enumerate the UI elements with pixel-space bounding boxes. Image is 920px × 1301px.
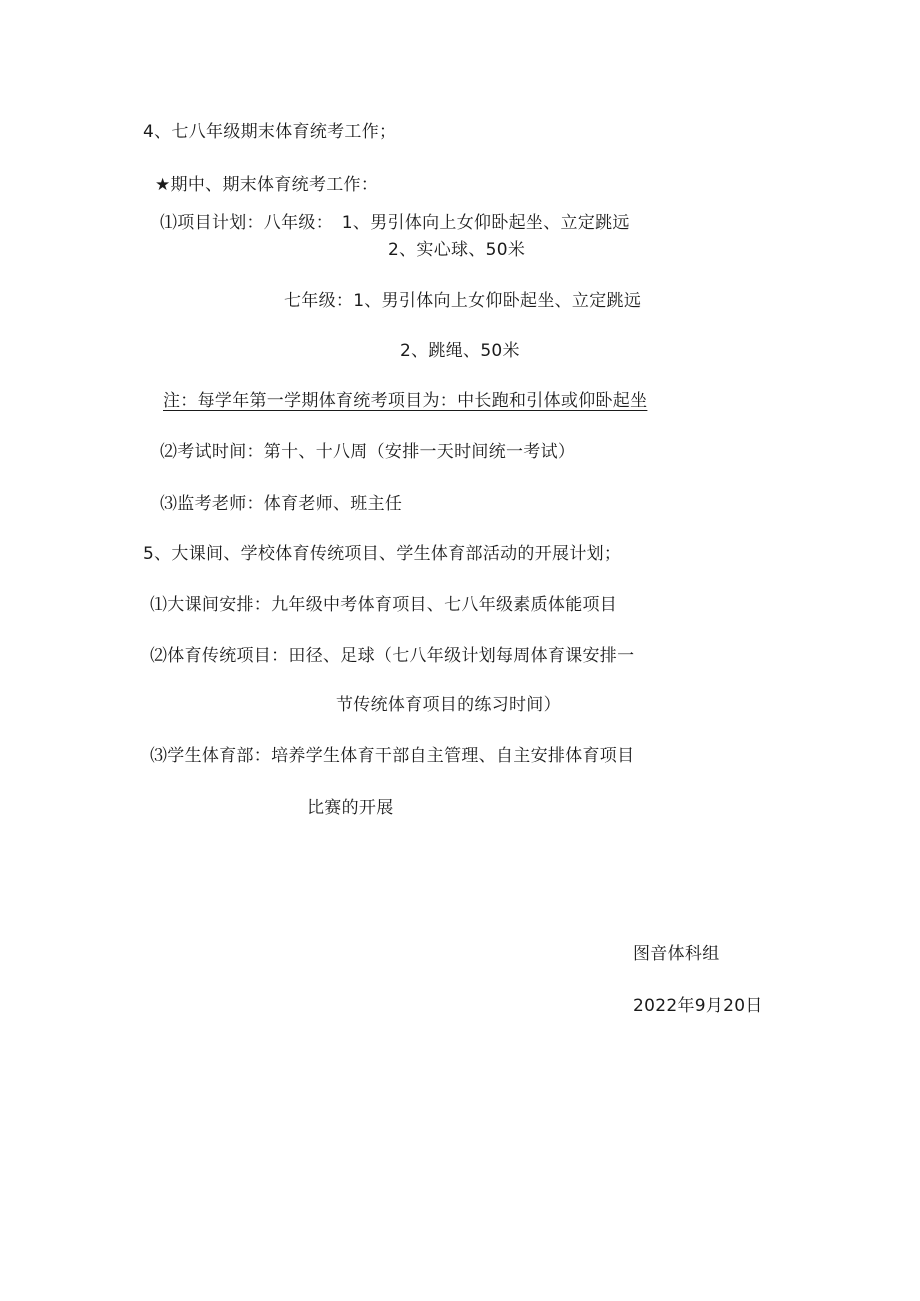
traditional-sports-line1: ⑵体育传统项目：田径、足球（七八年级计划每周体育课安排一	[150, 646, 635, 666]
signature-group: 图音体科组	[633, 944, 720, 964]
student-sports-dept-line2: 比赛的开展	[307, 798, 394, 818]
exam-section-heading: ★期中、期末体育统考工作：	[155, 175, 379, 195]
traditional-sports-line2: 节传统体育项目的练习时间）	[336, 695, 561, 715]
student-sports-dept-line1: ⑶学生体育部：培养学生体育干部自主管理、自主安排体育项目	[150, 746, 635, 766]
item4-heading: 4、七八年级期末体育统考工作；	[143, 122, 397, 142]
item5-heading: 5、大课间、学校体育传统项目、学生体育部活动的开展计划；	[143, 544, 622, 564]
project-plan-grade7-line2: 2、跳绳、50米	[400, 341, 520, 361]
project-plan-grade8-line1: ⑴项目计划：八年级： 1、男引体向上女仰卧起坐、立定跳远	[160, 213, 630, 233]
project-plan-grade7-line1: 七年级：1、男引体向上女仰卧起坐、立定跳远	[284, 291, 642, 311]
exam-proctors: ⑶监考老师：体育老师、班主任	[160, 494, 403, 514]
recess-arrangement: ⑴大课间安排：九年级中考体育项目、七八年级素质体能项目	[150, 595, 618, 615]
signature-date: 2022年9月20日	[633, 996, 763, 1016]
exam-time: ⑵考试时间：第十、十八周（安排一天时间统一考试）	[160, 442, 576, 462]
exam-note: 注：每学年第一学期体育统考项目为：中长跑和引体或仰卧起坐	[163, 391, 648, 411]
project-plan-grade8-line2: 2、实心球、50米	[388, 240, 526, 260]
